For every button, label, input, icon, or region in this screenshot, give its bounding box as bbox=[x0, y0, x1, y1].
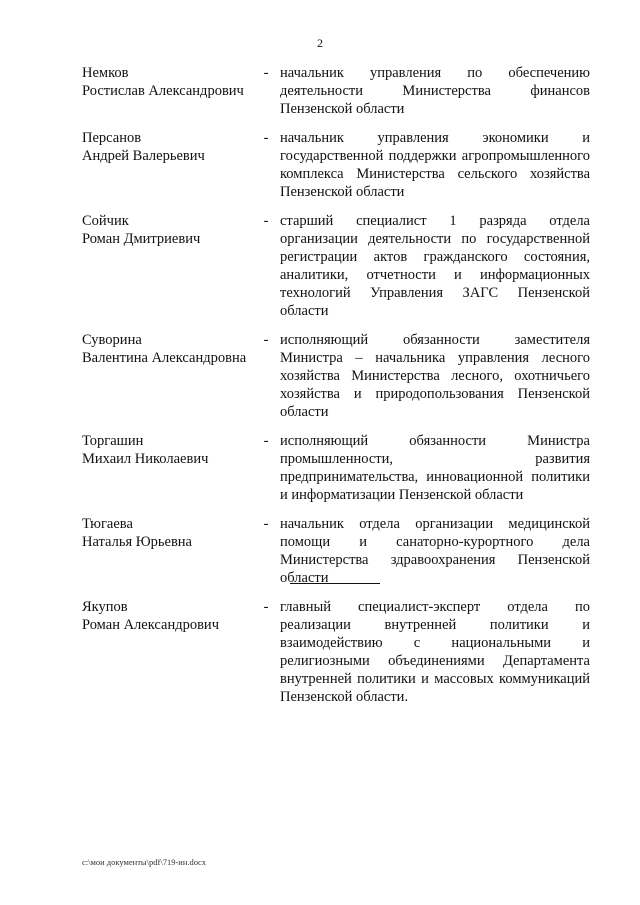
person-name bbox=[82, 432, 254, 468]
end-of-list-rule bbox=[290, 583, 380, 584]
separator-dash: - bbox=[263, 332, 269, 348]
person-surname: Суворина bbox=[82, 332, 142, 348]
page-number: 2 bbox=[317, 36, 323, 50]
person-given-names: Ростислав Александрович bbox=[82, 83, 244, 99]
roster-entry bbox=[82, 129, 590, 201]
person-given-names: Роман Александрович bbox=[82, 617, 219, 633]
roster-entry bbox=[82, 515, 590, 587]
footer-file-path: c:\мои документы\pdf\719-ин.docx bbox=[82, 857, 207, 867]
separator-dash: - bbox=[263, 213, 269, 229]
separator-dash: - bbox=[263, 130, 269, 146]
person-surname: Персанов bbox=[82, 130, 142, 146]
person-position: начальник отдела организации медицинской помощи и санаторно-курортного дела Министерства здравоохранения Пензенской области bbox=[280, 516, 590, 586]
roster-entry bbox=[82, 64, 590, 118]
separator-dash: - bbox=[263, 433, 269, 449]
person-name bbox=[82, 515, 254, 551]
person-name bbox=[82, 331, 254, 367]
roster-entry bbox=[82, 212, 590, 320]
person-surname: Немков bbox=[82, 65, 129, 81]
person-given-names: Роман Дмитриевич bbox=[82, 231, 201, 247]
person-surname: Торгашин bbox=[82, 433, 144, 449]
separator-dash: - bbox=[263, 599, 269, 615]
separator-dash: - bbox=[263, 516, 269, 532]
person-surname: Якупов bbox=[82, 599, 128, 615]
person-name bbox=[82, 598, 254, 634]
person-position: исполняющий обязанности Министра промышленности, развития предпринимательства, инновационной политики и информатизации Пензенской области bbox=[280, 433, 590, 503]
person-surname: Тюгаева bbox=[82, 516, 133, 532]
person-given-names: Андрей Валерьевич bbox=[82, 148, 205, 164]
person-position: главный специалист-эксперт отдела по реализации внутренней политики и взаимодействию с национальными и религиозными объединениями Департамента внутренней политики и массовых коммуникаций Пензенской области. bbox=[280, 599, 590, 705]
person-given-names: Валентина Александровна bbox=[82, 350, 247, 366]
person-name bbox=[82, 212, 254, 248]
person-position: начальник управления экономики и государственной поддержки агропромышленного комплекса Министерства сельского хозяйства Пензенской области bbox=[280, 130, 590, 200]
person-position: начальник управления по обеспечению деятельности Министерства финансов Пензенской области bbox=[280, 65, 590, 117]
roster-entry bbox=[82, 598, 590, 706]
person-name bbox=[82, 64, 254, 100]
person-given-names: Михаил Николаевич bbox=[82, 451, 209, 467]
person-position: исполняющий обязанности заместителя Министра – начальника управления лесного хозяйства Министерства лесного, охотничьего хозяйства и природопользования Пензенской области bbox=[280, 332, 590, 420]
separator-dash: - bbox=[263, 65, 269, 81]
roster-entry bbox=[82, 432, 590, 504]
person-name bbox=[82, 129, 254, 165]
person-surname: Сойчик bbox=[82, 213, 129, 229]
roster-list bbox=[82, 64, 590, 717]
roster-entry bbox=[82, 331, 590, 421]
person-given-names: Наталья Юрьевна bbox=[82, 534, 192, 550]
person-position: старший специалист 1 разряда отдела организации деятельности по государственной регистрации актов гражданского состояния, аналитики, отчетности и информационных технологий Управления ЗАГС Пензенской области bbox=[280, 213, 590, 319]
